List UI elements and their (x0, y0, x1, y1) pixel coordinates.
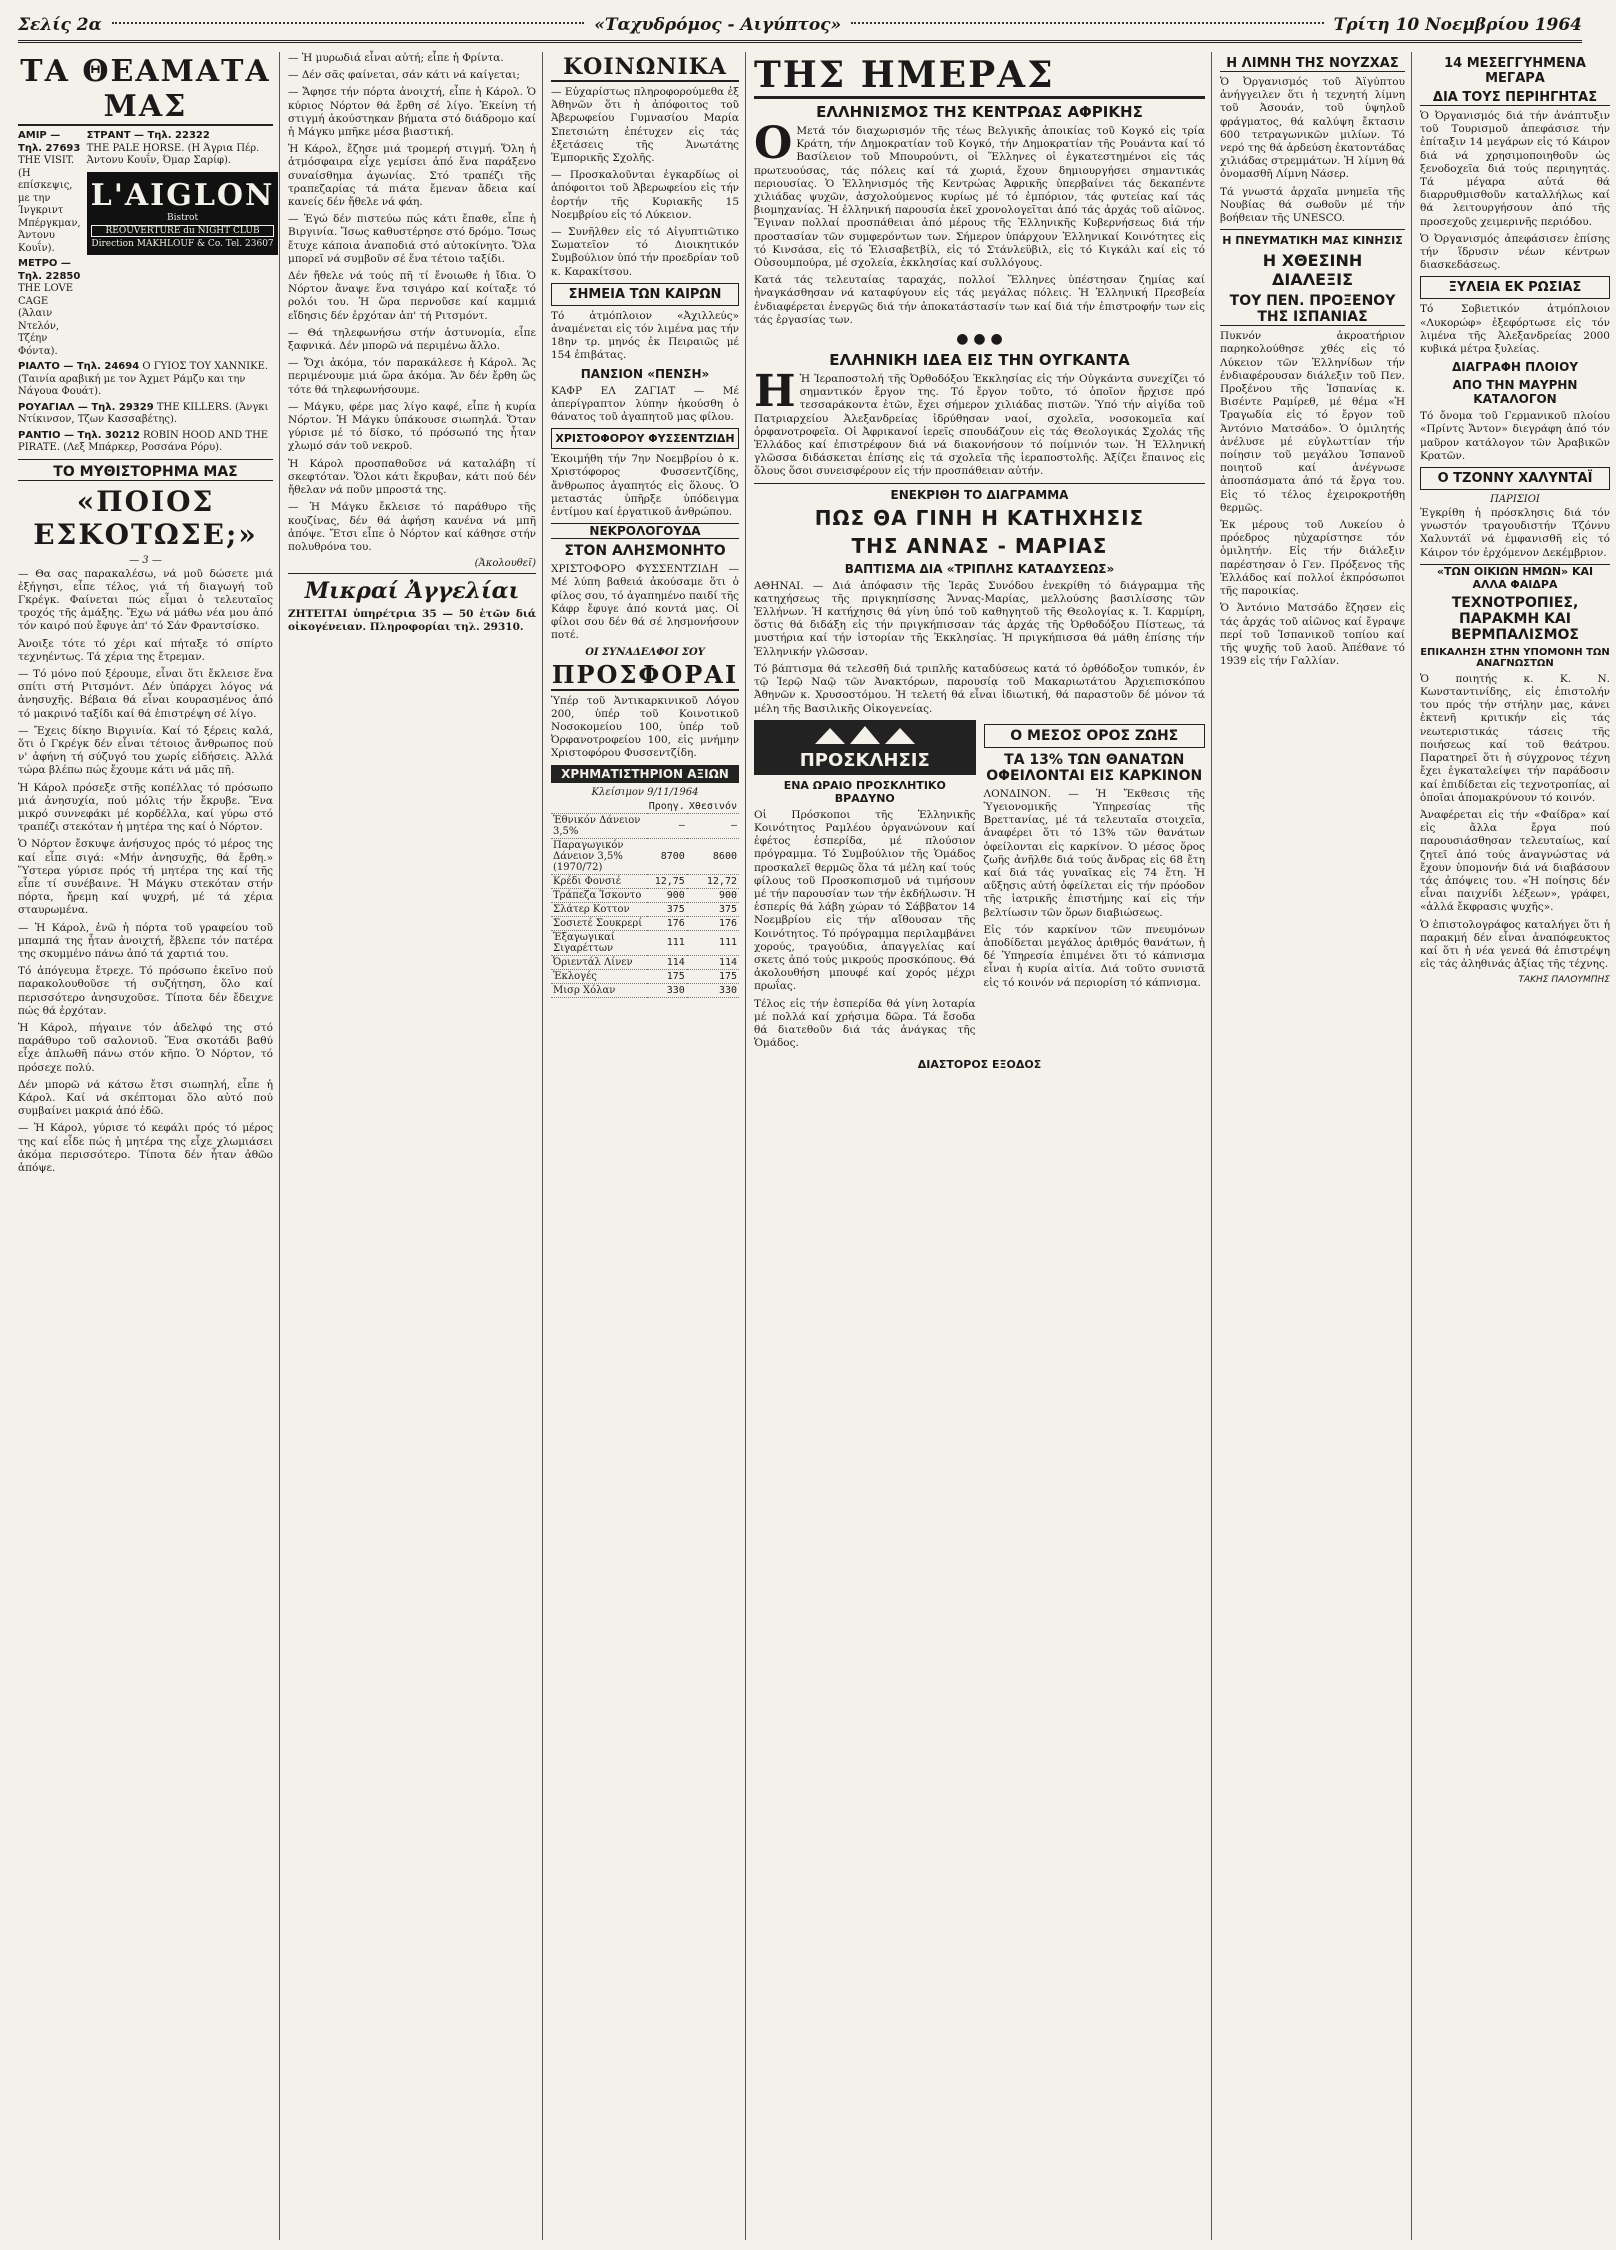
obituaries-heading: ΝΕΚΡΟΛΟΓΟΥΔΑ (551, 523, 739, 539)
table-row: Ἐθνικόν Δάνειον 3,5% — — (553, 814, 737, 837)
article-text: Ὁ ποιητής κ. Κ. Ν. Κωνσταντινίδης, εἰς ἐπιστολήν του πρός τήν στήλην μας, κάνει ἐκτενῆ κριτικήν εἰς τάς νεωτεριστικάς τάσεις τῆς ποιήσεως καί τοῦ θεάτρου. Παρατηρεῖ ὅτι ἡ σύγχρονος τέχνη ἔχει ἐγκαταλείψει τήν παράδοσιν καί ἐπιδίδεται εἰς τεχνοτροπίας, αἱ ὁποῖαι ἀπομακρύνουν τό κοινόν. (1420, 672, 1610, 804)
offers-heading: ΠΡΟΣΦΟΡΑΙ (551, 659, 739, 689)
social-item: — Προσκαλοῦνται ἐγκαρδίως οἱ ἀπόφοιτοι τοῦ Ἀβερωφείου εἰς τήν ἐορτήν τῆς Κυριακῆς 15 Νοεμβρίου εἰς τό Λύκειον. (551, 169, 739, 221)
continued-label: (Ἀκολουθεῖ) (474, 558, 536, 570)
column-6 (1420, 52, 1616, 2240)
life-expectancy-article (984, 720, 1206, 1055)
article-headline: Ο ΜΕΣΟΣ ΟΡΟΣ ΖΩΗΣ (984, 724, 1206, 748)
newspaper-name: «Ταχυδρόμος - Αιγύπτος» (594, 15, 842, 35)
article-headline: ΤΑ 13% ΤΩΝ ΘΑΝΑΤΩΝ ΟΦΕΙΛΟΝΤΑΙ ΕΙΣ ΚΑΡΚΙΝΟΝ (986, 751, 1203, 784)
column-2 (288, 52, 543, 2240)
table-row: Ὀριεντάλ Λίνεν 114 114 (553, 956, 737, 968)
aiglon-sub: REOUVERTURE du NIGHT CLUB (91, 225, 275, 237)
novel-paragraph: — Ἡ μυρωδιά εἶναι αὐτή; εἶπε ἡ Φρίντα. (288, 52, 504, 64)
novel-paragraph: Ἡ Κάρολ πρόσεξε στῆς κοπέλλας τό πρόσωπο μιά ἀνησυχία, πού μόλις τήν ἔκρυβε. Ἔνα μικρό συννεφάκι μέ κορδέλλα, καί γύρω στό τραπέζι στεκόταν ἡ μητέρα της καί ὁ Νόρτον. (18, 781, 273, 834)
cinema-list-right (87, 130, 279, 361)
scouts-title: ΠΡΟΣΚΛΗΣΙΣ (799, 749, 930, 771)
table-row: Ἐκλογές 175 175 (553, 970, 737, 982)
memorial-heading: ΣΤΟΝ ΑΛΗΣΜΟΝΗΤΟ (564, 543, 726, 560)
chapter-number: — 3 — (129, 554, 162, 566)
masthead (18, 14, 1582, 43)
scouts-subtitle: ΕΝΑ ΩΡΑΙΟ ΠΡΟΣΚΛΗΤΙΚΟ ΒΡΑΔΥΝΟ (783, 778, 946, 805)
novel-paragraph: — Τό μόνο πού ξέρουμε, εἶναι ὅτι ἔκλεισε ἕνα σπίτι στή Ριτσμόντ. Δέν ὑπάρχει λόγος νά ἀνησυχῆς. Βέβαια θά εἶναι κουρασμένος ἀπό τό μακρινό ταξίδι καί θά ἐπιστρέψη σέ λίγο. (18, 667, 273, 720)
article-headline: Η ΧΘΕΣΙΝΗ ΔΙΑΛΕΞΙΣ (1262, 251, 1363, 290)
memorial-text: ΧΡΙΣΤΟΦΟΡΟ ΦΥΣΣΕΝΤΖΙΔΗ — Μέ λύπη βαθειά ἀκούσαμε ὅτι ὁ φίλος σου, τό ἀγαπημένο παιδί τῆς Κάφρ ἔφυγε ἀπό κοντά μας. Οἱ φίλοι σου δέν θά σέ λησμονήσουν ποτέ. (551, 563, 739, 642)
cinema-entry: ΣΤΡΑΝΤ — Τηλ. 22322 THE PALE HORSE. (Η Άγρια Πέρ. Άντονυ Κουΐν, Όμαρ Σαρίφ). (86, 130, 260, 166)
column-4 (754, 52, 1212, 2240)
novel-paragraph: Ἡ Κάρολ, πήγαινε τόν ἀδελφό της στό παράθυρο τοῦ σαλονιοῦ. Ἕνα σκοτάδι βαθύ εἶχε ἁπλωθῆ πάνω στόν κῆπο. Ὁ Νόρτον, τό πρόσεχε πολύ. (18, 1022, 273, 1074)
article-text: Τό ὄνομα τοῦ Γερμανικοῦ πλοίου «Πρίντς Ἄντον» διεγράφη ἀπό τόν μαῦρον κατάλογον τῶν Ἀραβικῶν Κρατῶν. (1420, 410, 1610, 462)
ships-heading: ΣΗΜΕΙΑ ΤΩΝ ΚΑΙΡΩΝ (551, 283, 739, 306)
novel-paragraph: — Θά τηλεφωνήσω στήν ἀστυνομία, εἶπε ξαφνικά. Δέν μπορῶ νά περιμένω ἄλλο. (288, 326, 536, 353)
article-text: Ἐκ μέρους τοῦ Λυκείου ὁ πρόεδρος ηὐχαρίστησε τόν ὁμιλητήν. Εἰς τήν διάλεξιν παρέστησαν ὁ Γεν. Πρόξενος τῆς Ἑλλάδος καί πολλοί ἐκπρόσωποι τῆς παροικίας. (1220, 519, 1405, 598)
aiglon-ad (87, 172, 279, 255)
article-text: ΑΘΗΝΑΙ. — Διά ἀπόφασιν τῆς Ἱερᾶς Συνόδου ἐνεκρίθη τό διάγραμμα τῆς κατηχήσεως τῆς πριγκηπίσσης Ἄννας-Μαρίας, μελλούσης βασιλίσσης τῶν Ἑλλήνων. Ἡ κατήχησις θά γίνη ὑπό τοῦ καθηγητοῦ τῆς Θεολογίας κ. Ἰ. Καρμίρη, ὅστις θά διδάξη εἰς τήν πριγκήπισσαν τάς ἀρχάς τῆς Ὀρθοδόξου Πίστεως, τά μυστήρια καί τήν ἱστορίαν τῆς Ἐκκλησίας. Ἡ πριγκήπισσα θά μάθη ἐπίσης τήν Ἑλληνικήν γλῶσσαν. (754, 579, 1205, 658)
section-kicker: Η ΠΝΕΥΜΑΤΙΚΗ ΜΑΣ ΚΙΝΗΣΙΣ (1222, 234, 1403, 248)
article-subheadline: ΕΠΙΚΑΛΗΣΗ ΣΤΗΝ ΥΠΟΜΟΝΗ ΤΩΝ ΑΝΑΓΝΩΣΤΩΝ (1420, 646, 1610, 669)
column-3 (551, 52, 746, 2240)
article-text: Ὁ Ὀργανισμός τοῦ Ἀϊγύπτου ἀνήγγειλεν ὅτι ἡ τεχνητή λίμνη τοῦ Ἀσουάν, τοῦ ὑψηλοῦ φράγματος, θά καλύψη ἔκτασιν 600 τετραγωνικῶν μιλίων. Τό νερό της θά ἀρδεύση ἐκατοντάδας χιλιάδας στρεμμάτων. Ἡ λίμνη θά ὀνομασθῆ Λίμνη Νάσερ. (1220, 76, 1405, 181)
dotted-rule (112, 22, 585, 24)
cinema-list-left (18, 130, 81, 361)
columns (18, 52, 1610, 2240)
dotted-rule (851, 22, 1324, 24)
footer-line: ΔΙΑΣΤΟΡΟΣ ΕΞΟΔΟΣ (917, 1058, 1042, 1072)
article-text: Τέλος εἰς τήν ἑσπερίδα θά γίνη λοταρία μέ πολλά καί χρήσιμα δῶρα. Τά ἔσοδα θά διατεθοῦν διά τάς ἀνάγκας τῆς Ὁμάδος. (754, 997, 976, 1050)
classifieds-title: Μικραί Ἀγγελίαι (304, 578, 520, 605)
article-headline: ΤΕΧΝΟΤΡΟΠΙΕΣ, ΠΑΡΑΚΜΗ ΚΑΙ ΒΕΡΜΠΑΛΙΣΜΟΣ (1451, 594, 1579, 643)
section-title: ΤΗΣ ΗΜΕΡΑΣ (754, 54, 1205, 99)
aiglon-sub: Direction MAKHLOUF & Co. Tel. 23607 (91, 238, 274, 249)
obituary-text: Ἐκοιμήθη τήν 7ην Νοεμβρίου ὁ κ. Χριστόφορος Φυσσεντζίδης, ἄνθρωπος ἀγαπητός εἰς ὅλους. Ὁ μεταστάς ὑπῆρξε ὑπόδειγμα ἐντίμου καί ἐργατικοῦ ἀνθρώπου. (551, 453, 739, 519)
tents-icon (805, 724, 925, 746)
divider (754, 483, 1205, 484)
obituary-name: ΧΡΙΣΤΟΦΟΡΟΥ ΦΥΣΣΕΝΤΖΙΔΗ (551, 428, 739, 449)
novel-paragraph: Ἡ Κάρολ, ἔζησε μιά τρομερή στιγμή. Ὅλη ἡ ἀτμόσφαιρα εἶχε γεμίσει ἀπό ἕνα παράξενο συναίσθημα ἀγωνίας. Στό τραπέζι τῆς τραπεζαρίας τά πιάτα ἔμεναν ἄδεια καί κανείς δέν ἤθελε νά φάη. (288, 143, 536, 209)
table-row: Μισρ Χόλαν 330 330 (553, 984, 737, 996)
page-number: Σελίς 2α (18, 15, 102, 35)
article-headline: ΕΛΛΗΝΙΣΜΟΣ ΤΗΣ ΚΕΝΤΡΩΑΣ ΑΦΡΙΚΗΣ (816, 103, 1143, 121)
offers-text: Ὑπέρ τοῦ Ἀντικαρκινικοῦ Λόγου 200, ὑπέρ τοῦ Κοινοτικοῦ Νοσοκομείου 100, ὑπέρ τοῦ Ὀρφανοτροφείου 100, εἰς μνήμην Χριστοφόρου Φυσσεντζίδη. (551, 694, 739, 760)
issue-date: Τρίτη 10 Νοεμβρίου 1964 (1333, 15, 1582, 35)
novel-paragraph: — Ἐγώ δέν πιστεύω πώς κάτι ἔπαθε, εἶπε ἡ Βιργινία. Ἴσως καθυστέρησε στό δρόμο. Ἴσως ἔτυχε κάποια ἀναποδιά στό αὐτοκίνητο. Ὅλα μπορεῖ νά συμβοῦν σέ ἕνα τέτοιο ταξίδι. (288, 213, 536, 265)
article-text: Πυκνόν ἀκροατήριον παρηκολούθησε χθές εἰς τό Λύκειον τῶν Ἑλληνίδων τήν ἐνδιαφέρουσαν διάλεξιν τοῦ Πεν. Προξένου τῆς Ἱσπανίας κ. Βισέντε Ραμίρεθ, μέ θέμα «Ἡ Τραγωδία εἰς τό ἔργον τοῦ Ἀντόνιο Ματσάδο». Ὁ ὁμιλητής ἀνέλυσε μέ εὐγλωττίαν τήν ποίησιν τοῦ μεγάλου Ἱσπανοῦ ποιητοῦ καί ἀνέγνωσε ἀποσπάσματα ἀπό τά ἔργα του. Εἰς τό τέλος ἐχειροκροτήθη θερμῶς. (1220, 330, 1405, 514)
column-5 (1220, 52, 1412, 2240)
article-text: Η Ἡ Ἱεραποστολή τῆς Ὀρθοδόξου Ἐκκλησίας εἰς τήν Οὐγκάντα συνεχίζει τό σημαντικόν ἔργον της. Τό ἔργον τοῦτο, τό ὁποῖον ἤρχισε πρό τεσσαράκοντα ἐτῶν, ἔχει σήμερον χιλιάδας πιστῶν. Ὑπό τήν αἰγίδα τοῦ Πατριαρχείου Ἀλεξανδρείας ἱδρύθησαν ναοί, σχολεῖα, νοσοκομεῖα καί ὀρφανοτροφεῖα. Οἱ Ἀφρικανοί ἱερεῖς σπουδάζουν εἰς τάς Θεολογικάς Σχολάς τῆς Ἑλλάδος καί ἐπιστρέφουν διά νά διακονήσουν τό ποίμνιόν των. Ἡ Ἑλληνική γλῶσσα διδάσκεται ἐπίσης εἰς τά σχολεῖα τῆς ἱεραποστολῆς. Ἀξίζει ἔπαινος εἰς ὅλους ὅσοι συνεισφέρουν εἰς τήν προσπάθειαν αὐτήν. (754, 366, 1205, 478)
bottom-row (754, 720, 1205, 1055)
novel-paragraph: — Ἡ Μάγκυ ἔκλεισε τό παράθυρο τῆς κουζίνας, δέν θά ἀφήση κανένα νά μπῆ ἀπόψε. Ἔτσι εἶπε ὁ Νόρτον καί κάθησε στήν πολυθρόνα του. (288, 501, 536, 553)
article-text: Ἀναφέρεται εἰς τήν «Φαίδρα» καί εἰς ἄλλα ἔργα πού παρουσιάσθησαν τελευταίως, καί ζητεῖ ἀπό τούς ἀναγνώστας νά ἔχουν ὑπομονήν διά νά διαβάσουν τάς ἀπόψεις του. «Ἡ ποίησις δέν εἶναι παιχνίδι λέξεων», γράφει, «ἀλλά ἔκφρασις ψυχῆς». (1420, 808, 1610, 914)
cinema-entry: ΜΕΤΡΟ — Τηλ. 22850 THE LOVE CAGE (Άλαιν Ντελόν, Τζέην Φόντα). (18, 258, 81, 357)
table-row: Σλάτερ Κοττον 375 375 (553, 903, 737, 915)
pension-text: ΚΑΦΡ ΕΛ ΖΑΓΙΑΤ — Μέ ἀπερίγραπτον λύπην ἠκούσθη ὁ θάνατος τοῦ ἀγαπητοῦ μας φίλου. (551, 384, 739, 424)
stock-date: Κλείσιμον 9/11/1964 (591, 786, 699, 798)
article-text: Τό Σοβιετικόν ἀτμόπλοιον «Λυκορώφ» ἐξεφόρτωσε εἰς τόν λιμένα τῆς Ἀλεξανδρείας 2000 κυβικά μέτρα ξυλείας. (1420, 303, 1610, 356)
article-headline: 14 ΜΕΣΕΓΓΥΗΜΕΝΑ ΜΕΓΑΡΑ (1444, 56, 1586, 86)
drop-cap: Η (754, 366, 796, 418)
social-item: — Συνῆλθεν εἰς τό Αἰγυπτιῶτικο Σωματεῖον τό Διοικητικόν Συμβούλιον ὑπό τήν προεδρίαν τοῦ κ. Καρακίτσου. (551, 226, 739, 278)
article-text: Οἱ Πρόσκοποι τῆς Ἑλληνικῆς Κοινότητος Ραμλέου ὀργανώνουν καί ἐφέτος ἑσπερίδα, μέ πλούσιον πρόγραμμα. Τό Συμβούλιον τῆς Ὁμάδος προσκαλεῖ θερμῶς ὅλα τά μέλη καί τούς φίλους τοῦ Προσκοπισμοῦ νά τιμήσουν μέ τήν παρουσίαν των τήν ἐκδήλωσιν. Ἡ ἑσπερίς θά λάβη χώραν τό Σάββατον 14 Νοεμβρίου εἰς τήν αἴθουσαν τῆς Κοινότητος. Τό πρόγραμμα περιλαμβάνει χορούς, τραγούδια, ἀπαγγελίας καί σκετς ἀπό τούς μικρούς προσκόπους. Θά ἀκολουθήση μπουφέ καί χορός μέχρι πρωΐας. (754, 808, 976, 993)
divider (288, 573, 536, 574)
cinema-listings (18, 130, 273, 361)
article-headline: ΞΥΛΕΙΑ ΕΚ ΡΩΣΙΑΣ (1420, 276, 1610, 299)
novel-paragraph: — Μάγκυ, φέρε μας λίγο καφέ, εἶπε ἡ κυρία Νόρτον. Ἡ Μάγκυ ὑπάκουσε σιωπηλά. Ὅταν γύρισε μέ τό δίσκο, τό πρόσωπό της ἦταν χλωμό σάν τοῦ νεκροῦ. (288, 400, 536, 453)
article-headline: ΑΠΟ ΤΗΝ ΜΑΥΡΗΝ ΚΑΤΑΛΟΓΟΝ (1452, 378, 1578, 407)
novel-paragraph: — Ἄφησε τήν πόρτα ἀνοιχτή, εἶπε ἡ Κάρολ. Ὁ κύριος Νόρτον θά ἔρθη σέ λίγο. Ἐκείνη τή στιγμή ἀκούστηκαν βήματα στό διάδρομο καί ἡ Μάγκυ μπῆκε μέσα βιαστική. (288, 86, 536, 139)
article-headline: ΠΩΣ ΘΑ ΓΙΝΗ Η ΚΑΤΗΧΗΣΙΣ (814, 505, 1145, 530)
author-signature: ΤΑΚΗΣ ΠΑΛΟΥΜΠΗΣ (1518, 975, 1610, 986)
cinema-entry: ΑΜΙΡ — Τηλ. 27693 THE VISIT. (Η επίσκεψις, με την Ίνγκριντ Μπέργκμαν, Άντονυ Κουΐν). (18, 130, 81, 254)
table-row: Ἐξαγωγικαί Σιγαρέττων 111 111 (553, 931, 737, 954)
table-row: Παραγωγικόν Δάνειον 3,5% (1970/72) 8700 8600 (553, 839, 737, 873)
table-row: Τράπεζα Ἰσκοντο 900 900 (553, 889, 737, 901)
memorial-signoff: ΟΙ ΣΥΝΑΔΕΛΦΟΙ ΣΟΥ (585, 646, 705, 658)
article-text: Ὁ Ἀντόνιο Ματσάδο ἔζησεν εἰς τάς ἀρχάς τοῦ αἰῶνος καί ἔγραψε περί τοῦ Ἱσπανικοῦ τοπίου καί τῆς ψυχῆς τοῦ λαοῦ. Ἀπέθανε τό 1939 εἰς τήν Γαλλίαν. (1220, 602, 1405, 668)
article-text: Ἐγκρίθη ἡ πρόσκλησις διά τόν γνωστόν τραγουδιστήν Τζόννυ Χαλυντάϊ νά ἐμφανισθῆ εἰς τό Κάιρον τόν ἐρχόμενον Δεκέμβριον. (1420, 507, 1610, 559)
article-text: Κατά τάς τελευταίας ταραχάς, πολλοί Ἕλληνες ὑπέστησαν ζημίας καί ἠναγκάσθησαν νά καταφύγουν εἰς τάς μεγάλας πόλεις. Ἡ Ἑλληνική Πρεσβεία ἐνδιαφέρεται ἐνεργῶς διά τήν ἀποκατάστασίν των καί διά τήν ἐπιστροφήν των εἰς τάς ἐργασίας των. (754, 274, 1205, 326)
cinema-entry: ΡΑΝΤΙΟ — Τηλ. 30212 ROBIN HOOD AND THE PIRATE. (Λεξ Μπάρκερ, Ροσσάνα Ρόρυ). (18, 429, 269, 453)
article-text: Τά γνωστά ἀρχαῖα μνημεῖα τῆς Νουβίας θά σωθοῦν μέ τήν βοήθειαν τῆς UNESCO. (1220, 185, 1405, 225)
article-text: Τό βάπτισμα θά τελεσθῆ διά τριπλῆς καταδύσεως κατά τό ὀρθόδοξον τυπικόν, ἐν τῷ Ἱερῷ Ναῷ τῶν Ἀνακτόρων, παρουσίᾳ τοῦ Μακαριωτάτου Ἀρχιεπισκόπου Ἀθηνῶν κ. Χρυσοστόμου. Ἡ τελετή θά εἶναι ἰδιωτική, θά παραστοῦν δέ μόνον τά μέλη τῆς Βασιλικῆς Οἰκογενείας. (754, 662, 1205, 715)
table-row: Κρέδι Φονσιέ 12,75 12,72 (553, 875, 737, 887)
cinema-entry: ΡΙΑΛΤΟ — Τηλ. 24694 Ο ΓΥΙΟΣ ΤΟΥ ΧΑΝΝΙΚΕ. (Ταινία αραβική με τον Άχμετ Ράμζυ και την Νάγουα Φουάτ). (18, 361, 269, 397)
article-text: Ὁ Ὀργανισμός διά τήν ἀνάπτυξιν τοῦ Τουρισμοῦ ἀπεφάσισε τήν ἐπίταξιν 14 μεγάρων εἰς τό Κάιρον διά νά χρησιμοποιηθοῦν ὡς ξενοδοχεῖα διά τούς περιηγητάς. Τά μέγαρα αὐτά θά διαρρυθμισθοῦν καταλλήλως καί θά λειτουργήσουν ἀπό τῆς προσεχοῦς χειμερινῆς περιόδου. (1420, 110, 1610, 228)
article-text: Ὁ ἐπιστολογράφος καταλήγει ὅτι ἡ παρακμή δέν εἶναι ἀναπόφευκτος καί ὅτι ἡ νέα γενεά θά ἐπιστρέψη εἰς τάς ἀληθινάς ἀξίας τῆς τέχνης. (1420, 918, 1610, 971)
column-1 (18, 52, 280, 2240)
scouts-article (754, 720, 976, 1055)
novel-paragraph: Ἀνοιξε τότε τό χέρι καί πήταξε τό σπίρτο τεχνηέντως. Τά χέρια της ἔτρεμαν. (18, 637, 273, 663)
social-title: ΚΟΙΝΩΝΙΚΑ (551, 54, 739, 82)
article-kicker: ΕΝΕΚΡΙΘΗ ΤΟ ΔΙΑΓΡΑΜΜΑ (890, 487, 1069, 502)
novel-paragraph: — Ὄχι ἀκόμα, τόν παρακάλεσε ἡ Κάρολ. Ἄς περιμένουμε μιά ὥρα ἀκόμα. Ἄν δέν ἔρθη ὥς τότε θά τηλεφωνήσουμε. (288, 357, 536, 396)
article-headline: ΔΙΑ ΤΟΥΣ ΠΕΡΙΗΓΗΤΑΣ (1420, 90, 1610, 106)
dateline: ΠΑΡΙΣΙΟΙ (1490, 494, 1540, 506)
pension-heading: ΠΑΝΣΙΟΝ «ΠΕΝΣΗ» (580, 366, 710, 381)
article-headline: Ο ΤΖΟΝΝΥ ΧΑΛΥΝΤΑΪ (1420, 467, 1610, 490)
novel-paragraph: Δέν μπορῶ νά κάτσω ἔτσι σιωπηλή, εἶπε ἡ Κάρολ. Καί νά σκέπτομαι ὅλο αὐτό πού συμβαίνει μακριά ἀπό ἐδῶ. (18, 1078, 273, 1118)
theatre-title: ΤΑ ΘΕΑΜΑΤΑ ΜΑΣ (18, 54, 273, 126)
cinema-entry: ΡΟΥΑΓΙΑΛ — Τηλ. 29329 THE KILLERS. (Άνγκι Ντίκινσον, Τζων Κασσαβέτης). (18, 401, 269, 425)
article-headline: ΔΙΑΓΡΑΦΗ ΠΛΟΙΟΥ (1451, 360, 1579, 375)
article-text: Ὁ Ὀργανισμός ἀπεφάσισεν ἐπίσης τήν ἵδρυσιν νέων κέντρων διασκεδάσεως. (1420, 232, 1610, 272)
article-subheadline: ΒΑΠΤΙΣΜΑ ΔΙΑ «ΤΡΙΠΛΗΣ ΚΑΤΑΔΥΣΕΩΣ» (844, 561, 1115, 576)
article-headline: ΤΟΥ ΠΕΝ. ΠΡΟΞΕΝΟΥ ΤΗΣ ΙΣΠΑΝΙΑΣ (1220, 293, 1405, 326)
classified-ad: ΖΗΤΕΙΤΑΙ ὑπηρέτρια 35 — 50 ἐτῶν διά οἰκογένειαν. Πληροφορίαι τηλ. 29310. (288, 608, 536, 634)
novel-paragraph: — Ἡ Κάρολ, ἐνῶ ἡ πόρτα τοῦ γραφείου τοῦ μπαμπά της ἦταν ἀνοιχτή, ἔβλεπε τόν πατέρα της σκυμμένο πάνω ἀπό τά χαρτιά του. (18, 921, 273, 960)
ships-text: Τό ἀτμόπλοιον «Ἀχιλλεύς» ἀναμένεται εἰς τόν λιμένα μας τήν 18ην τρ. μηνός ἐκ Πειραιῶς μέ 154 ἐπιβάτας. (551, 309, 739, 362)
table-header: Προηγ. Χθεσινόν (551, 800, 739, 814)
novel-title: «ΠΟΙΟΣ ΕΣΚΟΤΩΣΕ;» (33, 484, 258, 551)
article-headline: ΤΗΣ ΑΝΝΑΣ - ΜΑΡΙΑΣ (851, 533, 1108, 558)
novel-paragraph: Τό ἀπόγευμα ἔτρεχε. Τό πρόσωπο ἐκεῖνο πού παρακολουθοῦσε τή συζήτηση, ὅλο καί περισσότερο ἀνησυχοῦσε. Τίποτα δέν ἔδειχνε πώς θά ἐρχόταν. (18, 965, 273, 1017)
stock-heading: ΧΡΗΜΑΤΙΣΤΗΡΙΟΝ ΑΞΙΩΝ (551, 765, 739, 783)
novel-paragraph: Ὁ Νόρτον ἔσκυψε ἀνήσυχος πρός τό μέρος της καί εἶπε σιγά: «Μήν ἀνησυχῆς, θά ἔρθη.» Ὕστερα γύρισε πρός τή μητέρα της καί τῆς εἶπε τί συνέβαινε. Ἡ Μάγκυ στεκόταν στήν πόρτα, ἤρεμη καί ψυχρή, μέ τά χέρια σταυρωμένα. (18, 838, 273, 917)
divider (18, 459, 273, 460)
novel-paragraph: — Ἔχεις δίκηο Βιργινία. Καί τό ξέρεις καλά, ὅτι ὁ Γκρέγκ δέν εἶναι τέτοιος ἄνθρωπος πού ν' ἀφήνη τή σύζυγό του χωρίς εἰδήσεις. Ἀλλά τώρα βλέπω πώς ἔχουμε κάτι νά μᾶς πῆ. (18, 724, 273, 777)
drop-cap: Ο (754, 118, 793, 169)
article-headline: Η ΛΙΜΝΗ ΤΗΣ ΝΟΥΖΧΑΣ (1220, 56, 1405, 72)
divider (1220, 229, 1405, 230)
social-item: — Εὐχαρίστως πληροφορούμεθα ἐξ Ἀθηνῶν ὅτι ἡ ἀπόφοιτος τοῦ Ἀβερωφείου Γυμνασίου Μαρία Σπετσιώτη ἐπέτυχεν εἰς τάς ἐξετάσεις τῆς Ἀνωτάτης Ἐμπορικῆς Σχολῆς. (551, 86, 739, 165)
novel-paragraph: — Ἡ Κάρολ, γύρισε τό κεφάλι πρός τό μέρος της καί εἶδε πώς ἡ μητέρα της εἶχε χλωμιάσει ἀκόμα περισσότερο. Τίποτα δέν ἦταν ἀθῶο ἀπόψε. (18, 1122, 273, 1175)
novel-paragraph: Δέν ἤθελε νά τούς πῆ τί ἔνοιωθε ἡ ἴδια. Ὁ Νόρτον ἄναψε ἕνα τσιγάρο καί κοίταξε τό ρολόι του. Ἡ ὥρα περνοῦσε καί καμμιά εἴδησις δέν ἐρχόταν ἀπ' τή Ριτσμόντ. (288, 270, 536, 322)
stock-table (551, 800, 739, 998)
novel-paragraph: — Δέν σᾶς φαίνεται, σάν κάτι νά καίγεται; (288, 69, 520, 82)
novel-paragraph: Ἡ Κάρολ προσπαθοῦσε νά καταλάβη τί σκεφτόταν. Ὅλοι κάτι ἔκρυβαν, κάτι πού δέν ἤθελαν νά ποῦν μπροστά της. (288, 457, 536, 497)
article-text: Ο Μετά τόν διαχωρισμόν τῆς τέως Βελγικῆς ἀποικίας τοῦ Κογκό εἰς τρία Κράτη, τήν Δημοκρατίαν τοῦ Κογκό, τήν Δημοκρατίαν τῆς Ρουάντα καί τό Βασίλειον τοῦ Μπουρούντι, οἱ Ἕλληνες οἱ ἐγκατεστημένοι εἰς τάς πρωτευούσας, τάς πόλεις καί τά χωριά, ἔχουν δημιουργήσει σημαντικάς περιουσίας. Ὁ Ἑλληνισμός τῆς Κεντρώας Ἀφρικῆς ὑπερβαίνει τάς δεκαπέντε χιλιάδας ψυχῶν, ἀσχολούμενος κυρίως μέ τό ἐμπόριον, τάς φυτείας καί τάς βιομηχανίας. Ἡ ἑλληνική παρουσία ἐκεῖ χρονολογεῖται ἀπό τάς ἀρχάς τοῦ αἰῶνος. Ἔγιναν πολλαί προσπάθειαι ἀπό μέρους τῆς Ἑλληνικῆς Κυβερνήσεως διά τήν προστασίαν τῶν συμφερόντων των. Σήμερον ὑπάρχουν Ἑλληνικαί Κοινότητες εἰς τό Κινσάσα, εἰς τό Ἐλισαβετβίλ, εἰς τό Στάνλεϋβιλ, εἰς τό Κιγκάλι καί εἰς τό Οὐσουμπούρα, μέ σχολεία, ἐκκλησίας καί συλλόγους. (754, 118, 1205, 270)
scouts-banner (754, 720, 976, 775)
aiglon-sub: Bistrot (167, 212, 199, 223)
article-kicker: «ΤΩΝ ΟΙΚΙΩΝ ΗΜΩΝ» ΚΑΙ ΑΛΛΑ ΦΑΙΔΡΑ (1420, 564, 1610, 591)
novel-label: ΤΟ ΜΥΘΙΣΤΟΡΗΜΑ ΜΑΣ (18, 464, 273, 481)
separator-ornament: ● ● ● (956, 331, 1003, 348)
aiglon-name: L'AIGLON (90, 177, 275, 213)
table-row: Σοσιετέ Σουκρερί 176 176 (553, 917, 737, 929)
article-text: Εἰς τόν καρκίνον τῶν πνευμόνων ἀποδίδεται μεγάλος ἀριθμός θανάτων, ἡ δέ Ὑπηρεσία ἐπιμένει ὅτι τό κάπνισμα εἶναι ἡ κυρία αἰτία. Διά τοῦτο συνιστᾶ εἰς τό κοινόν νά περιορίση τό κάπνισμα. (983, 923, 1205, 989)
article-headline: ΕΛΛΗΝΙΚΗ ΙΔΕΑ ΕΙΣ ΤΗΝ ΟΥΓΚΑΝΤΑ (829, 351, 1130, 370)
article-text: ΛΟΝΔΙΝΟΝ. — Ἡ Ἔκθεσις τῆς Ὑγειονομικῆς Ὑπηρεσίας τῆς Βρεττανίας, μέ τά τελευταῖα στοιχεῖα, ἀναφέρει ὅτι τό 13% τῶν θανάτων ὀφείλονται εἰς καρκίνον. Ὁ μέσος ὅρος ζωῆς ἀνῆλθε διά τούς ἄνδρας εἰς 68 ἔτη καί διά τάς γυναῖκας εἰς 74 ἔτη. Ἡ αὔξησις αὐτή ὀφείλεται εἰς τήν πρόοδον τῆς ἰατρικῆς ἐπιστήμης καί εἰς τήν βελτίωσιν τῶν ὅρων διαβιώσεως. (983, 787, 1205, 919)
novel-paragraph: — Θα σας παρακαλέσω, νά μοῦ δώσετε μιά ἐξήγησι, εἶπε τέλος, γιά τή διαγωγή τοῦ Γκρέγκ. Φαίνεται πώς εἶμαι ὁ τελευταῖος τροχός τῆς ἁμάξης. Ἔχω νά μάθω νέα μου ἀπό τόν καιρό πού ἔφυγε ἀπ' τό Σάν Φραντσίσκο. (18, 567, 273, 633)
